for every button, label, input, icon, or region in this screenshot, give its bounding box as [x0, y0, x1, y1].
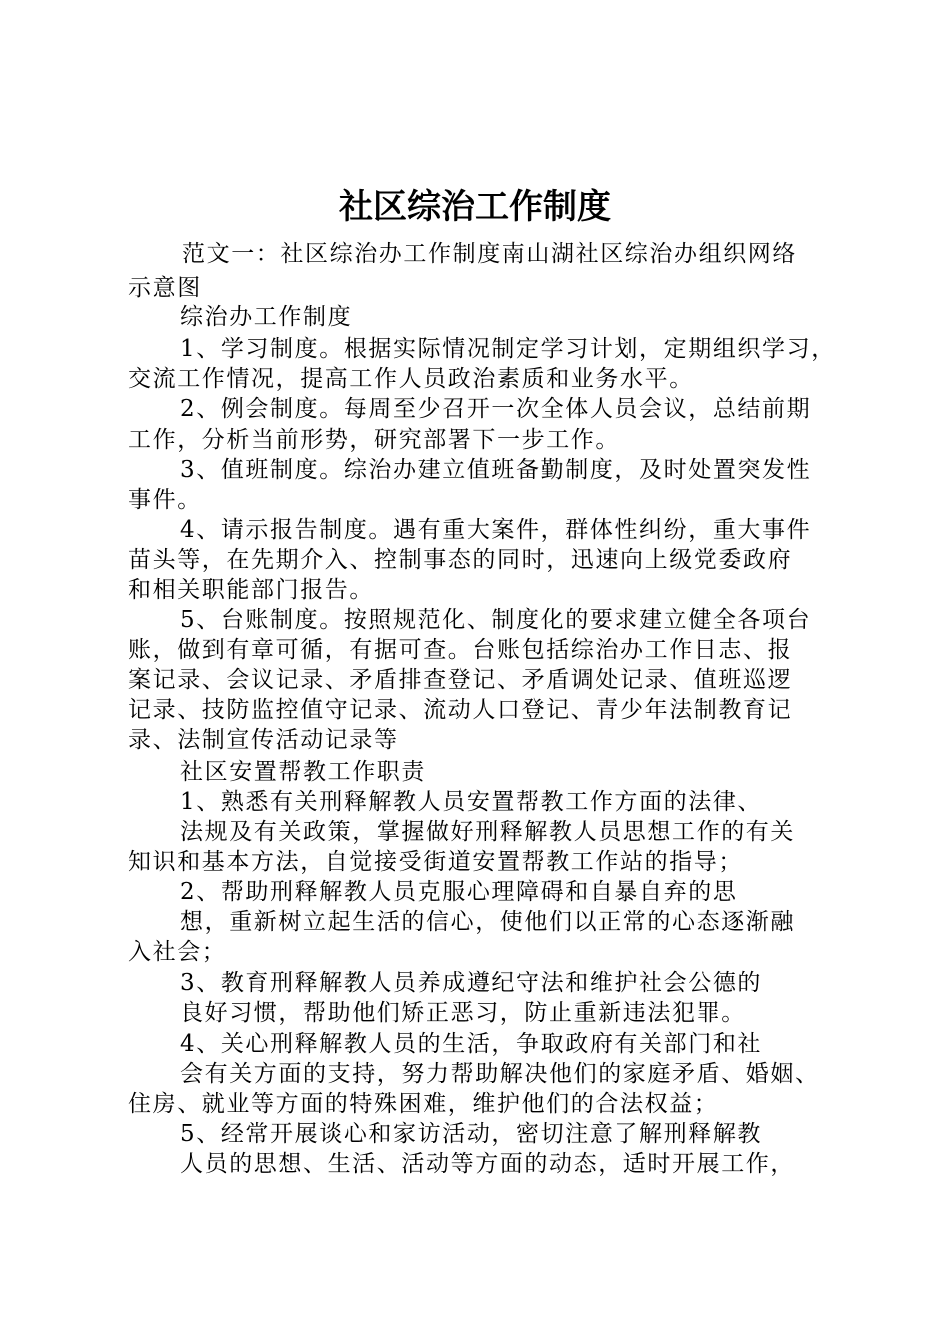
- text-line: 记录、技防监控值守记录、流动人口登记、青少年法制教育记: [128, 697, 793, 723]
- text-line: 想，重新树立起生活的信心，使他们以正常的心态逐渐融: [180, 909, 795, 935]
- text-line: 会有关方面的支持，努力帮助解决他们的家庭矛盾、婚姻、: [180, 1061, 820, 1087]
- text-line: 4、关心刑释解教人员的生活，争取政府有关部门和社: [180, 1031, 763, 1057]
- text-line: 2、例会制度。每周至少召开一次全体人员会议，总结前期: [180, 396, 812, 422]
- text-line: 范文一：社区综治办工作制度南山湖社区综治办组织网络: [182, 241, 797, 267]
- text-line: 良好习惯，帮助他们矫正恶习，防止重新违法犯罪。: [180, 1000, 746, 1026]
- text-line: 事件。: [128, 487, 202, 513]
- text-line: 4、请示报告制度。遇有重大案件，群体性纠纷，重大事件: [180, 517, 812, 543]
- text-line: 苗头等，在先期介入、控制事态的同时，迅速向上级党委政府: [128, 547, 793, 573]
- text-line: 5、台账制度。按照规范化、制度化的要求建立健全各项台: [180, 607, 812, 633]
- section-heading: 社区安置帮教工作职责: [180, 759, 426, 785]
- text-line: 交流工作情况，提高工作人员政治素质和业务水平。: [128, 366, 694, 392]
- text-line: 3、教育刑释解教人员养成遵纪守法和维护社会公德的: [180, 970, 763, 996]
- text-line: 3、值班制度。综治办建立值班备勤制度，及时处置突发性: [180, 457, 812, 483]
- document-title: 社区综治工作制度: [339, 187, 611, 227]
- text-line: 1、学习制度。根据实际情况制定学习计划，定期组织学习，: [180, 336, 836, 362]
- text-line: 示意图: [128, 275, 202, 301]
- text-line: 和相关职能部门报告。: [128, 577, 374, 603]
- text-line: 法规及有关政策，掌握做好刑释解教人员思想工作的有关: [180, 819, 795, 845]
- text-line: 5、经常开展谈心和家访活动，密切注意了解刑释解教: [180, 1121, 763, 1147]
- text-line: 入社会；: [128, 939, 227, 965]
- text-line: 账，做到有章可循，有据可查。台账包括综治办工作日志、报: [128, 637, 793, 663]
- text-line: 工作，分析当前形势，研究部署下一步工作。: [128, 427, 620, 453]
- text-line: 知识和基本方法，自觉接受街道安置帮教工作站的指导；: [128, 849, 743, 875]
- section-heading: 综治办工作制度: [180, 304, 353, 330]
- text-line: 住房、就业等方面的特殊困难，维护他们的合法权益；: [128, 1091, 719, 1117]
- text-line: 2、帮助刑释解教人员克服心理障碍和自暴自弃的思: [180, 879, 738, 905]
- text-line: 人员的思想、生活、活动等方面的动态，适时开展工作，: [180, 1151, 795, 1177]
- text-line: 录、法制宣传活动记录等: [128, 727, 399, 753]
- text-line: 案记录、会议记录、矛盾排查登记、矛盾调处记录、值班巡逻: [128, 667, 793, 693]
- text-line: 1、熟悉有关刑释解教人员安置帮教工作方面的法律、: [180, 789, 763, 815]
